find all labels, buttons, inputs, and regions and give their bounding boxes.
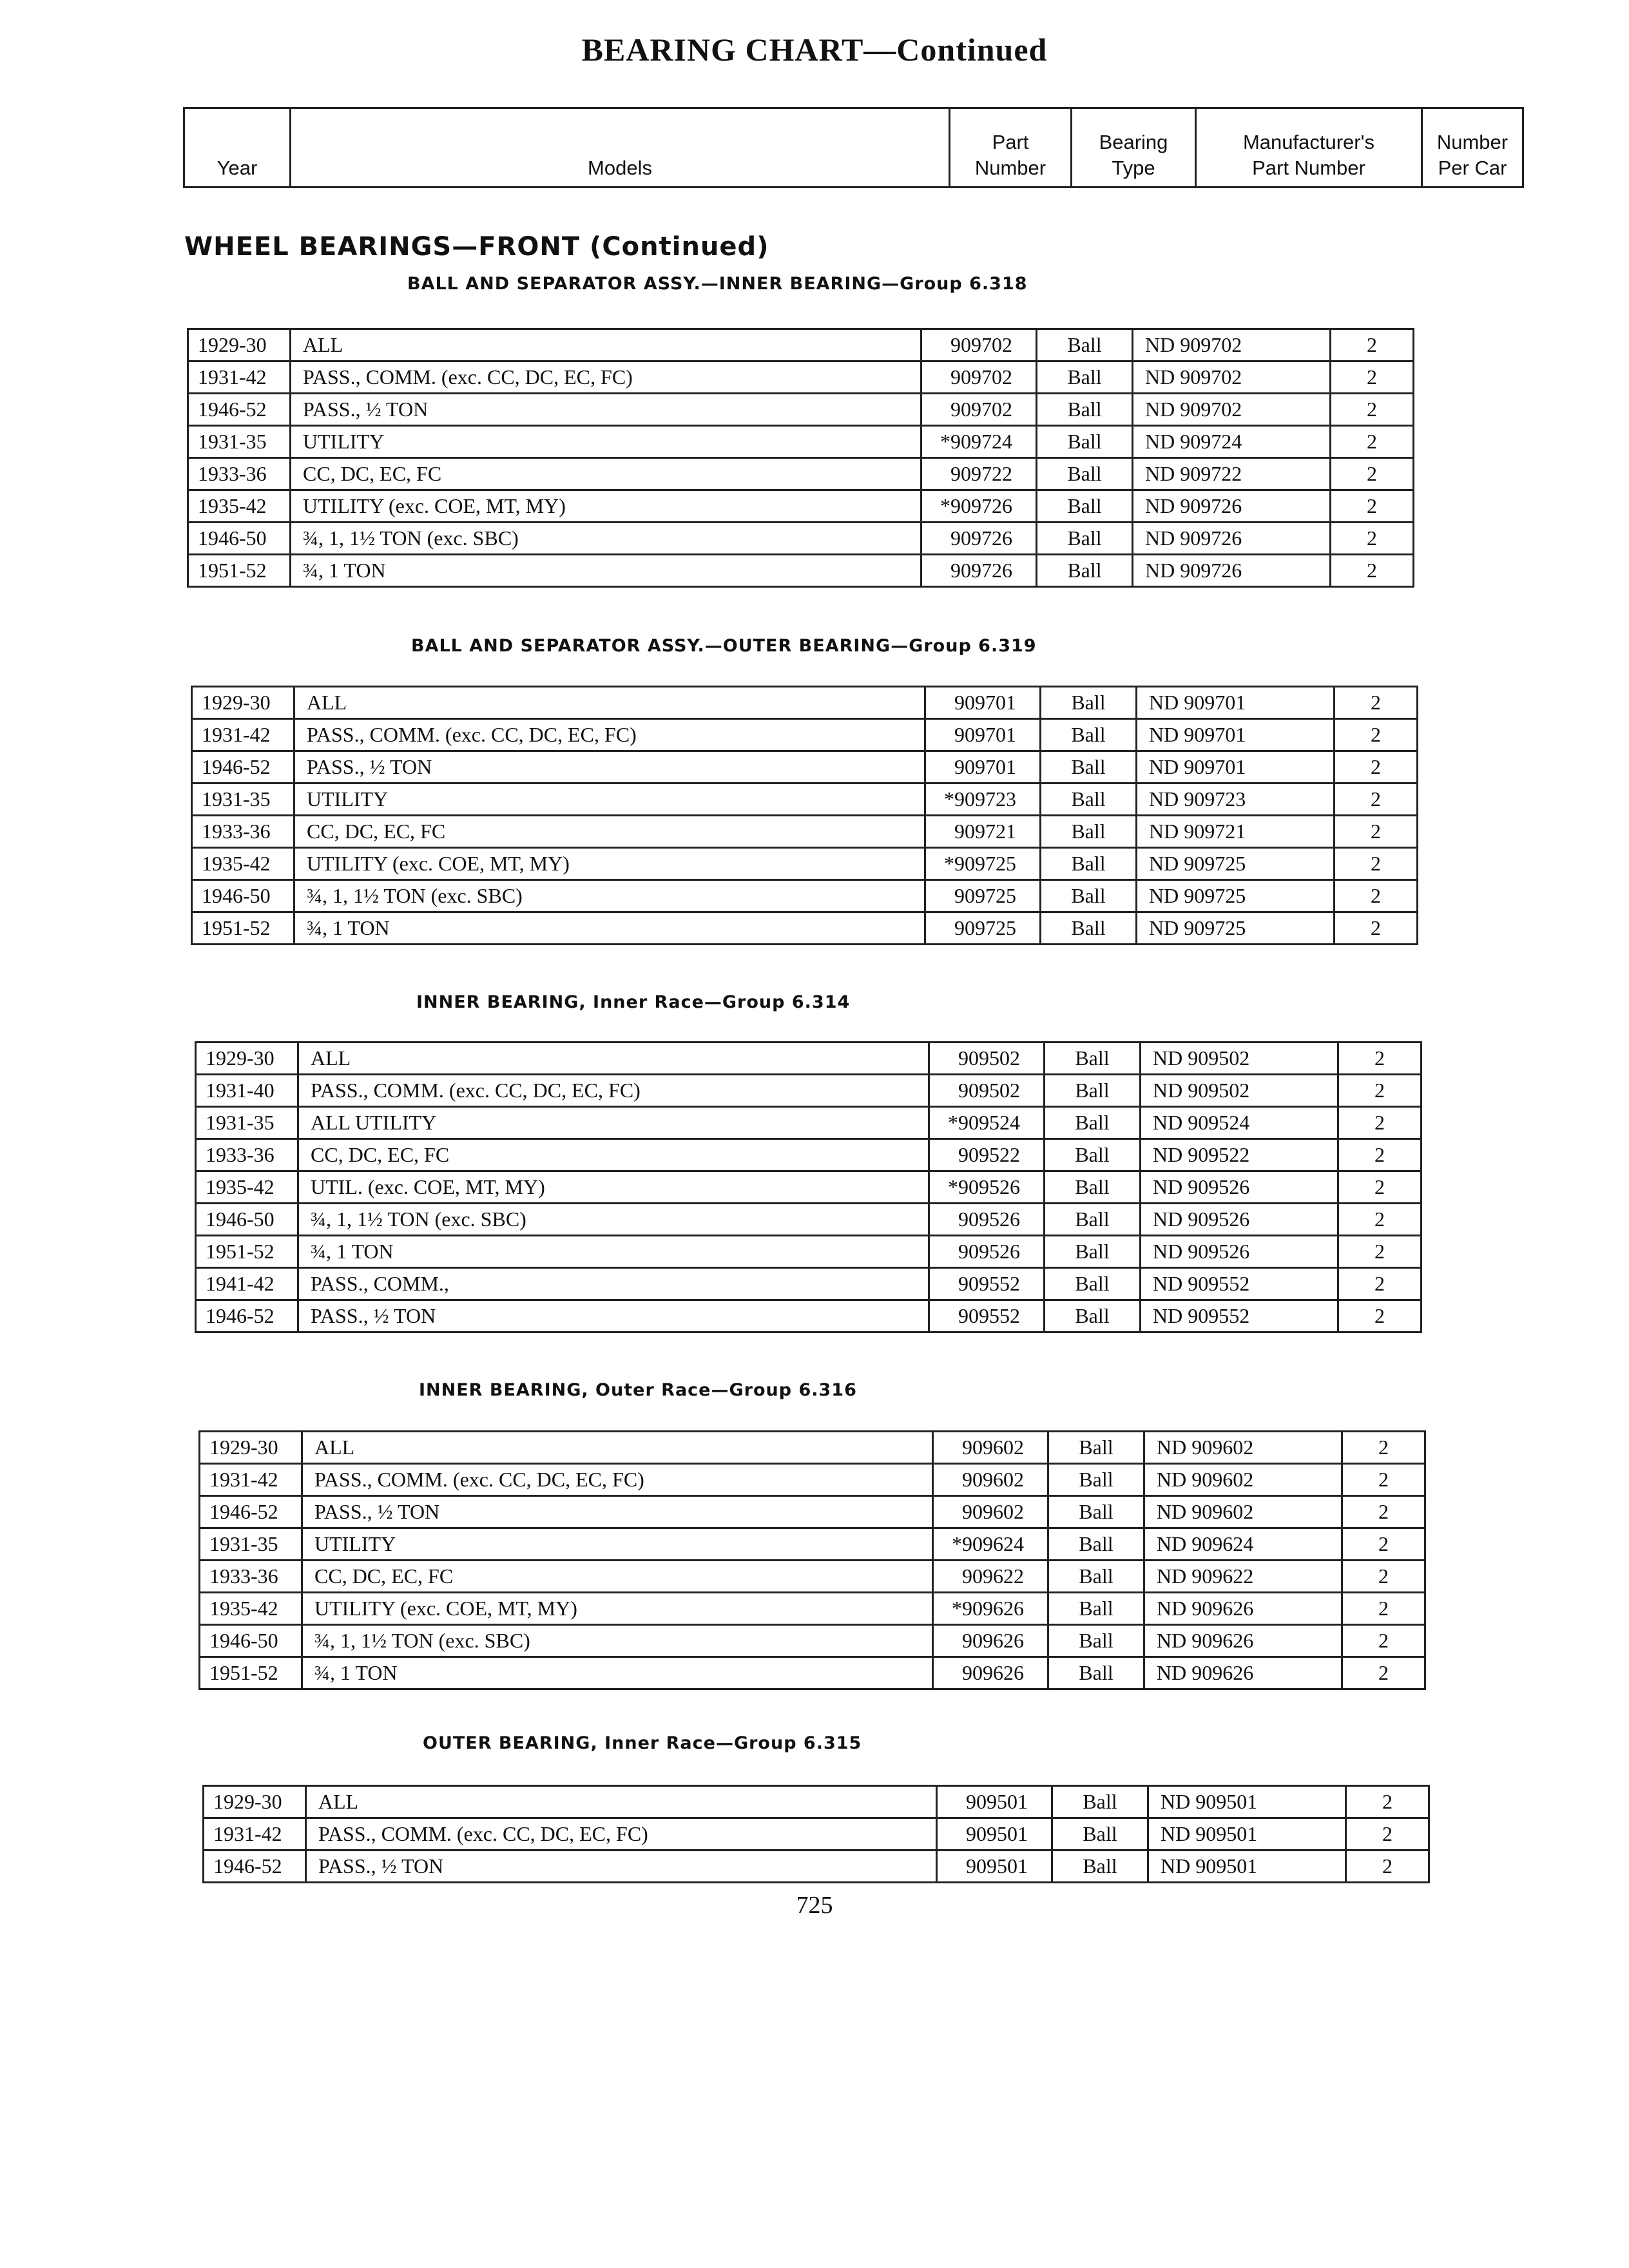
number-per-car-cell: 2: [1331, 426, 1414, 458]
models-cell: PASS., COMM. (exc. CC, DC, EC, FC): [298, 1075, 929, 1107]
manufacturer-part-number-cell: ND 909602: [1144, 1464, 1342, 1496]
table-row: [196, 1107, 1422, 1139]
bearing-type-cell: Ball: [1041, 687, 1137, 719]
manufacturer-part-number-column-header: Manufacturer's Part Number: [1196, 108, 1422, 187]
year-cell: 1935-42: [196, 1171, 298, 1204]
manufacturer-part-number-cell: ND 909721: [1137, 816, 1335, 848]
bearing-type-cell: Ball: [1037, 523, 1133, 555]
bearing-type-cell: Ball: [1037, 490, 1133, 523]
table-row: [196, 1204, 1422, 1236]
table-row: [188, 394, 1414, 426]
models-cell: ¾, 1 TON: [302, 1657, 933, 1689]
year-cell: 1931-42: [192, 719, 294, 751]
year-cell: 1951-52: [188, 555, 291, 587]
models-cell: CC, DC, EC, FC: [291, 458, 921, 490]
table-row: [188, 426, 1414, 458]
year-cell: 1933-36: [192, 816, 294, 848]
part-number-cell: 909701: [925, 719, 1041, 751]
year-cell: 1931-35: [196, 1107, 298, 1139]
bearing-type-cell: Ball: [1037, 329, 1133, 361]
part-number-cell: 909726: [921, 555, 1037, 587]
number-per-car-cell: 2: [1338, 1171, 1422, 1204]
number-per-car-cell: 2: [1342, 1625, 1425, 1657]
models-cell: UTILITY (exc. COE, MT, MY): [302, 1593, 933, 1625]
bearing-type-cell: Ball: [1041, 912, 1137, 945]
table-row: [188, 523, 1414, 555]
year-column-header: Year: [184, 108, 291, 187]
year-cell: 1935-42: [188, 490, 291, 523]
table-row: [204, 1786, 1429, 1818]
number-per-car-cell: 2: [1331, 458, 1414, 490]
part-number-cell: 909701: [925, 751, 1041, 783]
bearing-type-cell: Ball: [1041, 783, 1137, 816]
section-heading: WHEEL BEARINGS—FRONT (Continued): [184, 232, 769, 262]
number-per-car-cell: 2: [1335, 816, 1418, 848]
table-row: [200, 1496, 1425, 1528]
bearing-type-cell: Ball: [1048, 1625, 1144, 1657]
year-cell: 1946-52: [200, 1496, 302, 1528]
models-cell: CC, DC, EC, FC: [294, 816, 925, 848]
models-cell: UTILITY: [302, 1528, 933, 1561]
number-per-car-cell: 2: [1338, 1204, 1422, 1236]
manufacturer-part-number-cell: ND 909725: [1137, 848, 1335, 880]
year-cell: 1929-30: [200, 1432, 302, 1464]
bearing-type-cell: Ball: [1045, 1107, 1141, 1139]
manufacturer-part-number-cell: ND 909501: [1148, 1850, 1346, 1883]
number-per-car-cell: 2: [1346, 1818, 1429, 1850]
manufacturer-part-number-cell: ND 909723: [1137, 783, 1335, 816]
table-row: [196, 1300, 1422, 1332]
models-column-header: Models: [291, 108, 950, 187]
models-cell: ALL: [306, 1786, 937, 1818]
part-number-cell: 909702: [921, 394, 1037, 426]
number-per-car-cell: 2: [1338, 1043, 1422, 1075]
manufacturer-part-number-cell: ND 909624: [1144, 1528, 1342, 1561]
table-row: [200, 1432, 1425, 1464]
part-number-cell: 909725: [925, 912, 1041, 945]
table-row: [200, 1593, 1425, 1625]
models-cell: ¾, 1, 1½ TON (exc. SBC): [302, 1625, 933, 1657]
year-cell: 1946-52: [192, 751, 294, 783]
models-cell: UTILITY (exc. COE, MT, MY): [294, 848, 925, 880]
part-number-cell: 909526: [929, 1204, 1045, 1236]
models-cell: UTIL. (exc. COE, MT, MY): [298, 1171, 929, 1204]
models-cell: ¾, 1, 1½ TON (exc. SBC): [294, 880, 925, 912]
bearing-type-cell: Ball: [1048, 1657, 1144, 1689]
models-cell: ¾, 1 TON: [294, 912, 925, 945]
table-row: [188, 490, 1414, 523]
number-per-car-cell: 2: [1338, 1300, 1422, 1332]
manufacturer-part-number-cell: ND 909602: [1144, 1432, 1342, 1464]
table-row: [188, 458, 1414, 490]
bearing-type-cell: Ball: [1037, 458, 1133, 490]
bearing-type-cell: Ball: [1052, 1850, 1148, 1883]
manufacturer-part-number-cell: ND 909701: [1137, 751, 1335, 783]
models-cell: ALL: [302, 1432, 933, 1464]
column-header-table: [183, 107, 1524, 188]
table-row: [200, 1528, 1425, 1561]
manufacturer-part-number-cell: ND 909522: [1141, 1139, 1338, 1171]
number-per-car-column-header: Number Per Car: [1422, 108, 1523, 187]
bearing-table: [202, 1785, 1430, 1883]
part-number-cell: *909725: [925, 848, 1041, 880]
table-row: [192, 783, 1418, 816]
number-per-car-cell: 2: [1331, 329, 1414, 361]
models-cell: PASS., ½ TON: [302, 1496, 933, 1528]
group-title: BALL AND SEPARATOR ASSY.—INNER BEARING—Group 6.318: [407, 274, 1028, 294]
bearing-type-cell: Ball: [1048, 1464, 1144, 1496]
year-cell: 1946-52: [188, 394, 291, 426]
bearing-table: [198, 1430, 1426, 1690]
part-number-cell: *909724: [921, 426, 1037, 458]
table-row: [204, 1850, 1429, 1883]
table-row: [192, 751, 1418, 783]
table-row: [196, 1171, 1422, 1204]
models-cell: PASS., ½ TON: [306, 1850, 937, 1883]
manufacturer-part-number-cell: ND 909626: [1144, 1625, 1342, 1657]
models-cell: CC, DC, EC, FC: [298, 1139, 929, 1171]
number-per-car-cell: 2: [1335, 848, 1418, 880]
models-cell: PASS., ½ TON: [298, 1300, 929, 1332]
number-per-car-cell: 2: [1346, 1786, 1429, 1818]
number-per-car-cell: 2: [1346, 1850, 1429, 1883]
manufacturer-part-number-cell: ND 909526: [1141, 1236, 1338, 1268]
manufacturer-part-number-cell: ND 909552: [1141, 1268, 1338, 1300]
year-cell: 1931-35: [188, 426, 291, 458]
page-title: BEARING CHART—Continued: [581, 32, 1048, 68]
models-cell: ¾, 1 TON: [298, 1236, 929, 1268]
group-title: INNER BEARING, Inner Race—Group 6.314: [416, 992, 851, 1012]
table-row: [200, 1625, 1425, 1657]
models-cell: UTILITY: [291, 426, 921, 458]
manufacturer-part-number-cell: ND 909724: [1133, 426, 1331, 458]
bearing-type-cell: Ball: [1037, 555, 1133, 587]
table-row: [196, 1139, 1422, 1171]
year-cell: 1933-36: [196, 1139, 298, 1171]
group-title: INNER BEARING, Outer Race—Group 6.316: [419, 1380, 857, 1400]
manufacturer-part-number-cell: ND 909702: [1133, 329, 1331, 361]
part-number-cell: 909722: [921, 458, 1037, 490]
page-number: 725: [796, 1892, 833, 1919]
year-cell: 1929-30: [196, 1043, 298, 1075]
manufacturer-part-number-cell: ND 909622: [1144, 1561, 1342, 1593]
year-cell: 1935-42: [192, 848, 294, 880]
number-per-car-cell: 2: [1335, 687, 1418, 719]
manufacturer-part-number-cell: ND 909626: [1144, 1593, 1342, 1625]
bearing-type-column-header: Bearing Type: [1072, 108, 1196, 187]
manufacturer-part-number-cell: ND 909726: [1133, 523, 1331, 555]
part-number-cell: *909626: [933, 1593, 1048, 1625]
part-number-cell: 909502: [929, 1043, 1045, 1075]
part-number-cell: 909552: [929, 1300, 1045, 1332]
manufacturer-part-number-cell: ND 909502: [1141, 1043, 1338, 1075]
bearing-type-cell: Ball: [1037, 426, 1133, 458]
models-cell: PASS., COMM. (exc. CC, DC, EC, FC): [294, 719, 925, 751]
manufacturer-part-number-cell: ND 909626: [1144, 1657, 1342, 1689]
number-per-car-cell: 2: [1338, 1107, 1422, 1139]
year-cell: 1946-52: [196, 1300, 298, 1332]
year-cell: 1931-35: [192, 783, 294, 816]
number-per-car-cell: 2: [1342, 1432, 1425, 1464]
number-per-car-cell: 2: [1335, 912, 1418, 945]
number-per-car-cell: 2: [1335, 719, 1418, 751]
models-cell: PASS., ½ TON: [291, 394, 921, 426]
manufacturer-part-number-cell: ND 909702: [1133, 394, 1331, 426]
column-header-row: [184, 108, 1523, 187]
models-cell: ALL: [298, 1043, 929, 1075]
number-per-car-cell: 2: [1335, 783, 1418, 816]
manufacturer-part-number-cell: ND 909701: [1137, 719, 1335, 751]
number-per-car-cell: 2: [1342, 1528, 1425, 1561]
number-per-car-cell: 2: [1331, 523, 1414, 555]
part-number-cell: *909723: [925, 783, 1041, 816]
part-number-cell: 909702: [921, 329, 1037, 361]
part-number-cell: 909501: [937, 1818, 1052, 1850]
year-cell: 1946-50: [188, 523, 291, 555]
manufacturer-part-number-cell: ND 909702: [1133, 361, 1331, 394]
number-per-car-cell: 2: [1331, 361, 1414, 394]
number-per-car-cell: 2: [1338, 1268, 1422, 1300]
manufacturer-part-number-cell: ND 909501: [1148, 1786, 1346, 1818]
number-per-car-cell: 2: [1331, 490, 1414, 523]
part-number-cell: 909522: [929, 1139, 1045, 1171]
table-row: [188, 329, 1414, 361]
bearing-type-cell: Ball: [1045, 1236, 1141, 1268]
year-cell: 1929-30: [204, 1786, 306, 1818]
part-number-cell: *909526: [929, 1171, 1045, 1204]
bearing-type-cell: Ball: [1041, 848, 1137, 880]
part-number-cell: *909624: [933, 1528, 1048, 1561]
models-cell: PASS., COMM.,: [298, 1268, 929, 1300]
bearing-type-cell: Ball: [1048, 1432, 1144, 1464]
number-per-car-cell: 2: [1342, 1593, 1425, 1625]
models-cell: ¾, 1 TON: [291, 555, 921, 587]
models-cell: PASS., ½ TON: [294, 751, 925, 783]
table-row: [192, 816, 1418, 848]
manufacturer-part-number-cell: ND 909526: [1141, 1204, 1338, 1236]
manufacturer-part-number-cell: ND 909725: [1137, 880, 1335, 912]
year-cell: 1929-30: [192, 687, 294, 719]
number-per-car-cell: 2: [1342, 1496, 1425, 1528]
bearing-type-cell: Ball: [1041, 816, 1137, 848]
part-number-cell: 909501: [937, 1786, 1052, 1818]
models-cell: PASS., COMM. (exc. CC, DC, EC, FC): [306, 1818, 937, 1850]
bearing-type-cell: Ball: [1048, 1496, 1144, 1528]
table-row: [204, 1818, 1429, 1850]
table-row: [196, 1075, 1422, 1107]
bearing-type-cell: Ball: [1041, 719, 1137, 751]
number-per-car-cell: 2: [1335, 751, 1418, 783]
year-cell: 1931-42: [200, 1464, 302, 1496]
bearing-type-cell: Ball: [1041, 751, 1137, 783]
manufacturer-part-number-cell: ND 909725: [1137, 912, 1335, 945]
number-per-car-cell: 2: [1342, 1561, 1425, 1593]
models-cell: CC, DC, EC, FC: [302, 1561, 933, 1593]
part-number-cell: 909726: [921, 523, 1037, 555]
manufacturer-part-number-cell: ND 909722: [1133, 458, 1331, 490]
year-cell: 1946-52: [204, 1850, 306, 1883]
bearing-type-cell: Ball: [1045, 1075, 1141, 1107]
year-cell: 1933-36: [188, 458, 291, 490]
models-cell: PASS., COMM. (exc. CC, DC, EC, FC): [291, 361, 921, 394]
models-cell: ALL: [294, 687, 925, 719]
number-per-car-cell: 2: [1331, 555, 1414, 587]
table-row: [192, 912, 1418, 945]
number-per-car-cell: 2: [1338, 1075, 1422, 1107]
part-number-cell: *909524: [929, 1107, 1045, 1139]
models-cell: UTILITY (exc. COE, MT, MY): [291, 490, 921, 523]
part-number-cell: 909602: [933, 1496, 1048, 1528]
manufacturer-part-number-cell: ND 909501: [1148, 1818, 1346, 1850]
number-per-car-cell: 2: [1331, 394, 1414, 426]
bearing-type-cell: Ball: [1045, 1300, 1141, 1332]
bearing-type-cell: Ball: [1048, 1561, 1144, 1593]
part-number-column-header: Part Number: [950, 108, 1072, 187]
bearing-type-cell: Ball: [1045, 1043, 1141, 1075]
manufacturer-part-number-cell: ND 909502: [1141, 1075, 1338, 1107]
bearing-type-cell: Ball: [1041, 880, 1137, 912]
table-row: [200, 1561, 1425, 1593]
part-number-cell: 909626: [933, 1657, 1048, 1689]
models-cell: UTILITY: [294, 783, 925, 816]
part-number-cell: 909721: [925, 816, 1041, 848]
number-per-car-cell: 2: [1342, 1464, 1425, 1496]
part-number-cell: 909526: [929, 1236, 1045, 1268]
bearing-type-cell: Ball: [1045, 1204, 1141, 1236]
bearing-table: [195, 1041, 1422, 1333]
year-cell: 1931-35: [200, 1528, 302, 1561]
part-number-cell: 909501: [937, 1850, 1052, 1883]
models-cell: ¾, 1, 1½ TON (exc. SBC): [291, 523, 921, 555]
part-number-cell: 909602: [933, 1432, 1048, 1464]
table-row: [188, 361, 1414, 394]
year-cell: 1931-40: [196, 1075, 298, 1107]
year-cell: 1951-52: [200, 1657, 302, 1689]
bearing-type-cell: Ball: [1045, 1139, 1141, 1171]
part-number-cell: 909552: [929, 1268, 1045, 1300]
part-number-cell: 909602: [933, 1464, 1048, 1496]
year-cell: 1935-42: [200, 1593, 302, 1625]
table-row: [192, 719, 1418, 751]
table-row: [196, 1043, 1422, 1075]
bearing-type-cell: Ball: [1052, 1818, 1148, 1850]
year-cell: 1946-50: [200, 1625, 302, 1657]
year-cell: 1941-42: [196, 1268, 298, 1300]
year-cell: 1931-42: [204, 1818, 306, 1850]
group-title: BALL AND SEPARATOR ASSY.—OUTER BEARING—Group 6.319: [411, 636, 1037, 656]
number-per-car-cell: 2: [1342, 1657, 1425, 1689]
year-cell: 1933-36: [200, 1561, 302, 1593]
manufacturer-part-number-cell: ND 909524: [1141, 1107, 1338, 1139]
models-cell: ALL: [291, 329, 921, 361]
table-row: [188, 555, 1414, 587]
bearing-type-cell: Ball: [1045, 1171, 1141, 1204]
number-per-car-cell: 2: [1335, 880, 1418, 912]
bearing-type-cell: Ball: [1052, 1786, 1148, 1818]
bearing-type-cell: Ball: [1048, 1593, 1144, 1625]
models-cell: ¾, 1, 1½ TON (exc. SBC): [298, 1204, 929, 1236]
bearing-type-cell: Ball: [1037, 394, 1133, 426]
year-cell: 1951-52: [192, 912, 294, 945]
table-row: [192, 880, 1418, 912]
year-cell: 1931-42: [188, 361, 291, 394]
bearing-type-cell: Ball: [1037, 361, 1133, 394]
number-per-car-cell: 2: [1338, 1139, 1422, 1171]
manufacturer-part-number-cell: ND 909552: [1141, 1300, 1338, 1332]
manufacturer-part-number-cell: ND 909602: [1144, 1496, 1342, 1528]
manufacturer-part-number-cell: ND 909726: [1133, 490, 1331, 523]
bearing-table: [191, 686, 1418, 945]
bearing-table: [187, 328, 1414, 588]
part-number-cell: 909626: [933, 1625, 1048, 1657]
table-row: [192, 687, 1418, 719]
part-number-cell: *909726: [921, 490, 1037, 523]
manufacturer-part-number-cell: ND 909726: [1133, 555, 1331, 587]
manufacturer-part-number-cell: ND 909526: [1141, 1171, 1338, 1204]
table-row: [200, 1464, 1425, 1496]
table-row: [196, 1268, 1422, 1300]
bearing-type-cell: Ball: [1048, 1528, 1144, 1561]
year-cell: 1951-52: [196, 1236, 298, 1268]
number-per-car-cell: 2: [1338, 1236, 1422, 1268]
table-row: [196, 1236, 1422, 1268]
models-cell: PASS., COMM. (exc. CC, DC, EC, FC): [302, 1464, 933, 1496]
year-cell: 1946-50: [192, 880, 294, 912]
year-cell: 1946-50: [196, 1204, 298, 1236]
table-row: [200, 1657, 1425, 1689]
part-number-cell: 909725: [925, 880, 1041, 912]
part-number-cell: 909622: [933, 1561, 1048, 1593]
part-number-cell: 909502: [929, 1075, 1045, 1107]
group-title: OUTER BEARING, Inner Race—Group 6.315: [423, 1733, 862, 1753]
year-cell: 1929-30: [188, 329, 291, 361]
table-row: [192, 848, 1418, 880]
bearing-type-cell: Ball: [1045, 1268, 1141, 1300]
models-cell: ALL UTILITY: [298, 1107, 929, 1139]
part-number-cell: 909702: [921, 361, 1037, 394]
part-number-cell: 909701: [925, 687, 1041, 719]
manufacturer-part-number-cell: ND 909701: [1137, 687, 1335, 719]
